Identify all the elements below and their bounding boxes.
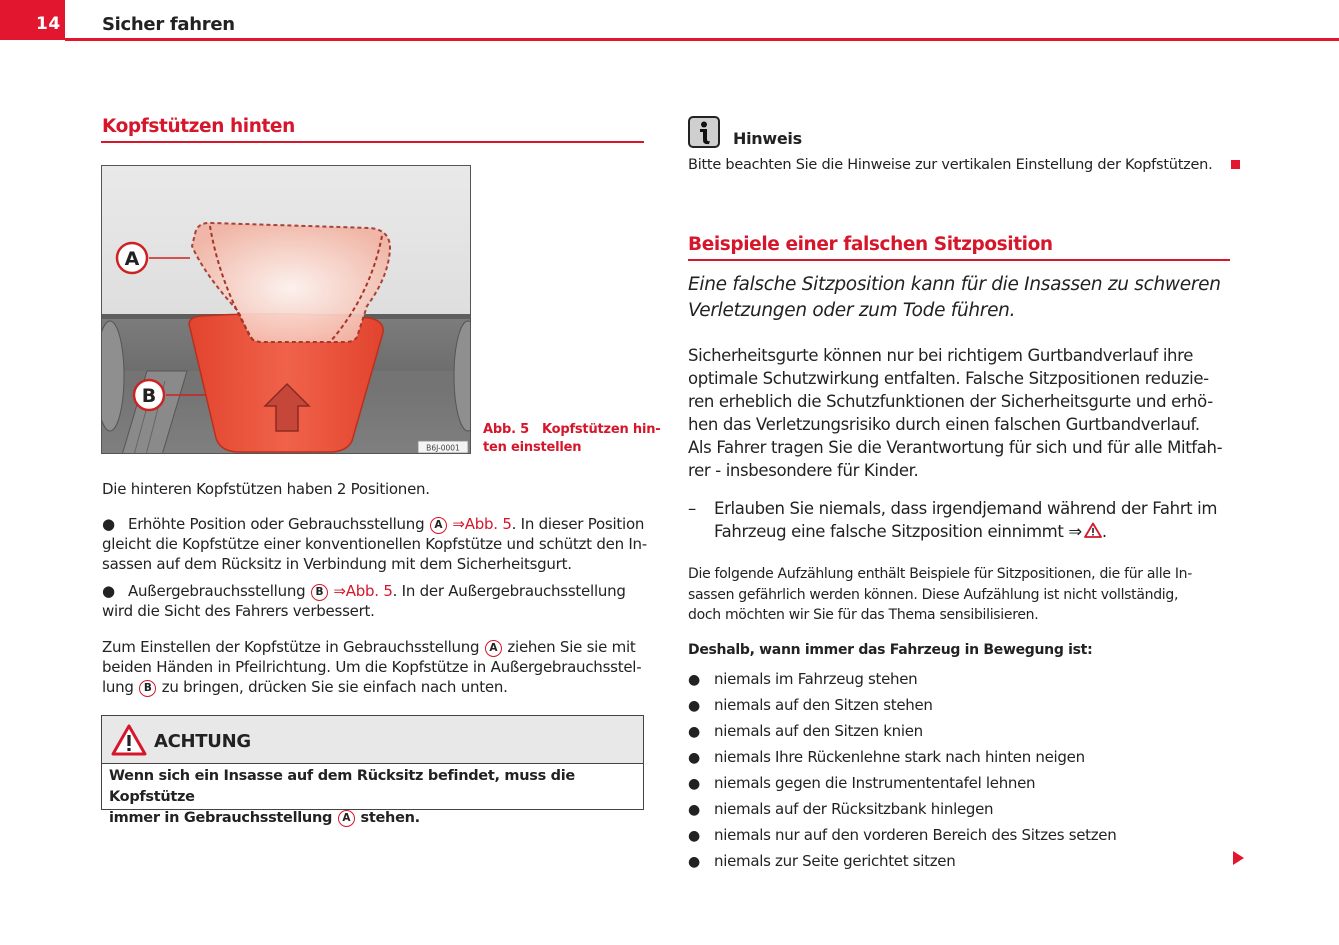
marker-a: A (485, 640, 502, 657)
list-item (688, 692, 1116, 718)
bullet1-text-post: . In dieser Position (511, 515, 645, 533)
dash-line2: Fahrzeug eine falsche Sitzposition einnimmt ⇒ (714, 522, 1082, 541)
figure-reference-link[interactable]: ⇒Abb. 5 (333, 582, 393, 600)
list-item-text: niemals auf den Sitzen stehen (714, 696, 933, 714)
section-rule (101, 141, 644, 143)
figure-headrest-illustration (101, 165, 471, 454)
list-item-text: niemals zur Seite gerichtet sitzen (714, 852, 956, 870)
list-item-text: niemals Ihre Rückenlehne stark nach hinten neigen (714, 748, 1085, 766)
bullet-glyph: ● (688, 776, 700, 792)
adjust-line1-post: ziehen Sie sie mit (507, 638, 636, 656)
adjust-instructions (102, 637, 647, 697)
lead-warning-text (688, 272, 1221, 324)
body-line: ren erheblich die Schutzfunktionen der Sicherheitsgurte und erhö- (688, 392, 1213, 411)
bullet2-text-post: . In der Außergebrauchsstellung (392, 582, 626, 600)
bullet-glyph: ● (688, 802, 700, 818)
list-item-text: niemals auf den Sitzen knien (714, 722, 923, 740)
bullet-glyph: ● (688, 698, 700, 714)
bullet1-line3: sassen auf dem Rücksitz in Verbindung mit dem Sicherheitsgurt. (102, 555, 572, 573)
marker-a: A (430, 517, 447, 534)
list-item (688, 796, 1116, 822)
bullet2-text: Außergebrauchsstellung (128, 582, 306, 600)
bullet-glyph: ● (102, 582, 115, 600)
marker-b: B (311, 584, 328, 601)
dash-instruction (688, 497, 1217, 543)
list-heading: Deshalb, wann immer das Fahrzeug in Bewegung ist: (688, 642, 1093, 658)
body-line: Als Fahrer tragen Sie die Verantwortung für sich und für alle Mitfah- (688, 438, 1223, 457)
body-line: optimale Schutzwirkung entfalten. Falsche Sitzpositionen reduzie- (688, 369, 1209, 388)
warning-title: ACHTUNG (154, 731, 251, 752)
page-number: 14 (36, 14, 61, 34)
list-intro-line: sassen gefährlich werden können. Diese Aufzählung ist nicht vollständig, (688, 586, 1179, 603)
bullet1-line2: gleicht die Kopfstütze einer konventionellen Kopfstütze und schützt den In- (102, 535, 647, 553)
figure-reference-link[interactable]: ⇒Abb. 5 (452, 515, 512, 533)
dash-glyph: – (688, 499, 696, 518)
warning-triangle-icon (111, 724, 147, 756)
list-item (688, 770, 1116, 796)
adjust-line3-post: zu bringen, drücken Sie sie einfach nach unten. (161, 678, 508, 696)
marker-a: A (338, 810, 355, 827)
list-item (688, 822, 1116, 848)
chapter-title: Sicher fahren (102, 14, 235, 35)
image-code: B6J-0001 (426, 443, 460, 453)
lead-line2: Verletzungen oder zum Tode führen. (688, 300, 1016, 321)
section-rule (688, 259, 1230, 261)
header-rule (65, 38, 1339, 41)
warning-reference-icon[interactable] (1084, 522, 1102, 538)
list-item (688, 718, 1116, 744)
info-icon (688, 116, 720, 148)
body-line: Sicherheitsgurte können nur bei richtigem Gurtbandverlauf ihre (688, 346, 1194, 365)
list-intro (688, 564, 1192, 626)
lead-line1: Eine falsche Sitzposition kann für die Insassen zu schweren (688, 274, 1221, 295)
warning-line2-pre: immer in Gebrauchsstellung (109, 810, 333, 826)
section-title-sitzposition: Beispiele einer falschen Sitzposition (688, 234, 1053, 255)
list-item-text: niemals gegen die Instrumententafel lehnen (714, 774, 1036, 792)
figure-caption-line1: Abb. 5 Kopfstützen hin- (483, 422, 661, 437)
body-line: rer - insbesondere für Kinder. (688, 461, 919, 480)
list-item (688, 848, 1116, 874)
bullet-glyph: ● (688, 854, 700, 870)
body-line: hen das Verletzungsrisiko durch einen falschen Gurtbandverlauf. (688, 415, 1200, 434)
list-item-text: niemals im Fahrzeug stehen (714, 670, 918, 688)
dash-line2-end: . (1101, 522, 1107, 541)
bullet-glyph: ● (688, 750, 700, 766)
intro-text: Die hinteren Kopfstützen haben 2 Positionen. (102, 480, 430, 498)
callout-label-b: B (141, 385, 157, 407)
list-intro-line: doch möchten wir Sie für das Thema sensibilisieren. (688, 607, 1039, 623)
figure-caption (483, 421, 660, 457)
bullet1-text: Erhöhte Position oder Gebrauchsstellung (128, 515, 425, 533)
warning-line1: Wenn sich ein Insasse auf dem Rücksitz befindet, muss die Kopfstütze (109, 768, 575, 805)
headrest-illustration (102, 166, 471, 454)
warning-box (101, 715, 644, 826)
bullet-glyph: ● (688, 828, 700, 844)
warning-header (102, 716, 643, 764)
list-item (688, 666, 1116, 692)
note-title: Hinweis (733, 129, 802, 148)
figure-caption-line2: ten einstellen (483, 440, 582, 455)
end-of-section-marker (1231, 160, 1240, 169)
bullet-aussergebrauchsstellung (102, 581, 647, 621)
adjust-line2: beiden Händen in Pfeilrichtung. Um die Kopfstütze in Außergebrauchsstel- (102, 658, 642, 676)
bullet-glyph: ● (688, 672, 700, 688)
section-title-kopfstuetzen: Kopfstützen hinten (102, 116, 295, 137)
bullet-glyph: ● (102, 515, 115, 533)
marker-b: B (139, 680, 156, 697)
bullet2-line2: wird die Sicht des Fahrers verbessert. (102, 602, 375, 620)
callout-label-a: A (124, 248, 140, 270)
adjust-line1-pre: Zum Einstellen der Kopfstütze in Gebrauchsstellung (102, 638, 480, 656)
note-text-row (688, 155, 1240, 175)
continue-next-page-icon[interactable] (1233, 851, 1244, 865)
bullet-glyph: ● (688, 724, 700, 740)
dash-line1: Erlauben Sie niemals, dass irgendjemand während der Fahrt im (714, 499, 1218, 518)
adjust-line3-pre: lung (102, 678, 134, 696)
list-intro-line: Die folgende Aufzählung enthält Beispiele für Sitzpositionen, die für alle In- (688, 566, 1192, 582)
list-item (688, 744, 1116, 770)
dangerous-positions-list (688, 666, 1116, 874)
warning-line2-post: stehen. (360, 810, 420, 826)
list-item-text: niemals nur auf den vorderen Bereich des Sitzes setzen (714, 826, 1117, 844)
warning-text (102, 764, 643, 831)
bullet-gebrauchsstellung (102, 514, 647, 574)
body-paragraph (688, 344, 1222, 482)
list-item-text: niemals auf der Rücksitzbank hinlegen (714, 800, 994, 818)
note-text: Bitte beachten Sie die Hinweise zur vertikalen Einstellung der Kopfstützen. (688, 157, 1213, 173)
